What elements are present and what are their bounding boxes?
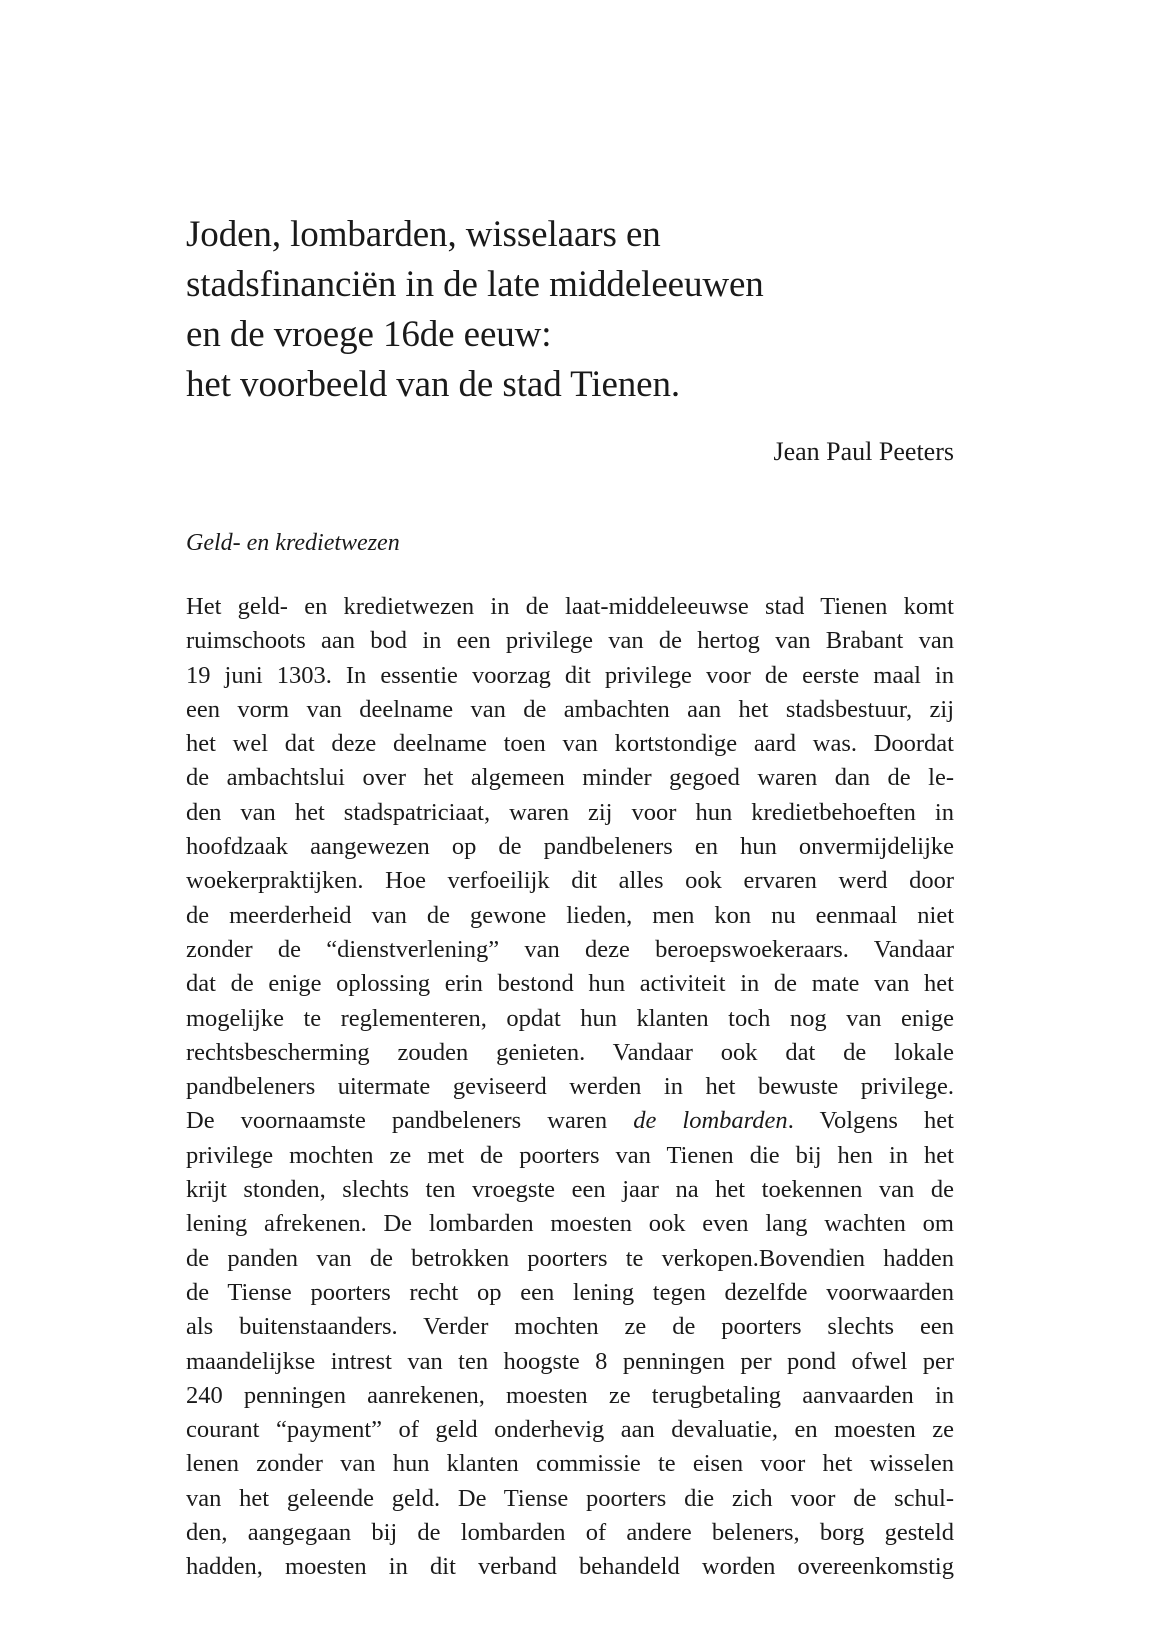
- body-line: courant “payment” of geld onderhevig aan devaluatie, en moesten ze: [186, 1416, 954, 1444]
- line-text: . Volgens het: [787, 1107, 954, 1135]
- body-line: lenen zonder van hun klanten commissie te eisen voor het wisselen: [186, 1450, 954, 1478]
- body-line: hoofdzaak aangewezen op de pandbeleners en hun onvermijdelijke: [186, 833, 954, 861]
- body-line: ruimschoots aan bod in een privilege van de hertog van Brabant van: [186, 627, 954, 655]
- title-line: stadsfinanciën in de late middeleeuwen: [186, 264, 764, 305]
- body-line: pandbeleners uitermate geviseerd werden in het bewuste privilege.: [186, 1073, 954, 1101]
- body-line: woekerpraktijken. Hoe verfoeilijk dit alles ook ervaren werd door: [186, 867, 954, 895]
- body-paragraph: [186, 590, 954, 1585]
- body-line: 19 juni 1303. In essentie voorzag dit privilege voor de eerste maal in: [186, 661, 954, 689]
- body-line: maandelijkse intrest van ten hoogste 8 penningen per pond ofwel per: [186, 1347, 954, 1375]
- title-line: het voorbeeld van de stad Tienen.: [186, 364, 681, 405]
- body-line: privilege mochten ze met de poorters van Tienen die bij hen in het: [186, 1141, 954, 1169]
- body-line: als buitenstaanders. Verder mochten ze de poorters slechts een: [186, 1313, 954, 1341]
- body-line: de meerderheid van de gewone lieden, men kon nu eenmaal niet: [186, 901, 954, 929]
- body-line: een vorm van deelname van de ambachten aan het stadsbestuur, zij: [186, 695, 954, 723]
- body-line: den, aangegaan bij de lombarden of andere beleners, borg gesteld: [186, 1519, 954, 1547]
- body-line: den van het stadspatriciaat, waren zij voor hun kredietbehoeften in: [186, 798, 954, 826]
- title-line: Joden, lombarden, wisselaars en: [186, 214, 661, 255]
- author-name: Jean Paul Peeters: [773, 437, 954, 466]
- body-line: rechtsbescherming zouden genieten. Vandaar ook dat de lokale: [186, 1038, 954, 1066]
- body-line: krijt stonden, slechts ten vroegste een jaar na het toekennen van de: [186, 1176, 954, 1204]
- title-line: en de vroege 16de eeuw:: [186, 314, 552, 355]
- body-line: 240 penningen aanrekenen, moesten ze terugbetaling aanvaarden in: [186, 1381, 954, 1409]
- body-line-with-emphasis: [186, 1104, 954, 1138]
- body-line: hadden, moesten in dit verband behandeld worden overeenkomstig: [186, 1553, 954, 1581]
- body-line: dat de enige oplossing erin bestond hun activiteit in de mate van het: [186, 970, 954, 998]
- body-line: de panden van de betrokken poorters te verkopen.Bovendien hadden: [186, 1244, 954, 1272]
- emphasized-term: de lombarden: [633, 1107, 788, 1135]
- body-line: lening afrekenen. De lombarden moesten ook even lang wachten om: [186, 1210, 954, 1238]
- line-text: De voornaamste pandbeleners waren: [186, 1107, 634, 1135]
- body-line: het wel dat deze deelname toen van kortstondige aard was. Doordat: [186, 730, 954, 758]
- article-title: [186, 210, 986, 410]
- body-line: de Tiense poorters recht op een lening tegen dezelfde voorwaarden: [186, 1278, 954, 1306]
- section-heading: Geld- en kredietwezen: [186, 530, 400, 556]
- body-line: Het geld- en kredietwezen in de laat-middeleeuwse stad Tienen komt: [186, 593, 954, 620]
- body-line: de ambachtslui over het algemeen minder gegoed waren dan de le-: [186, 764, 954, 792]
- body-line: mogelijke te reglementeren, opdat hun klanten toch nog van enige: [186, 1004, 954, 1032]
- body-line: zonder de “dienstverlening” van deze beroepswoekeraars. Vandaar: [186, 935, 954, 963]
- body-line: van het geleende geld. De Tiense poorters die zich voor de schul-: [186, 1484, 954, 1512]
